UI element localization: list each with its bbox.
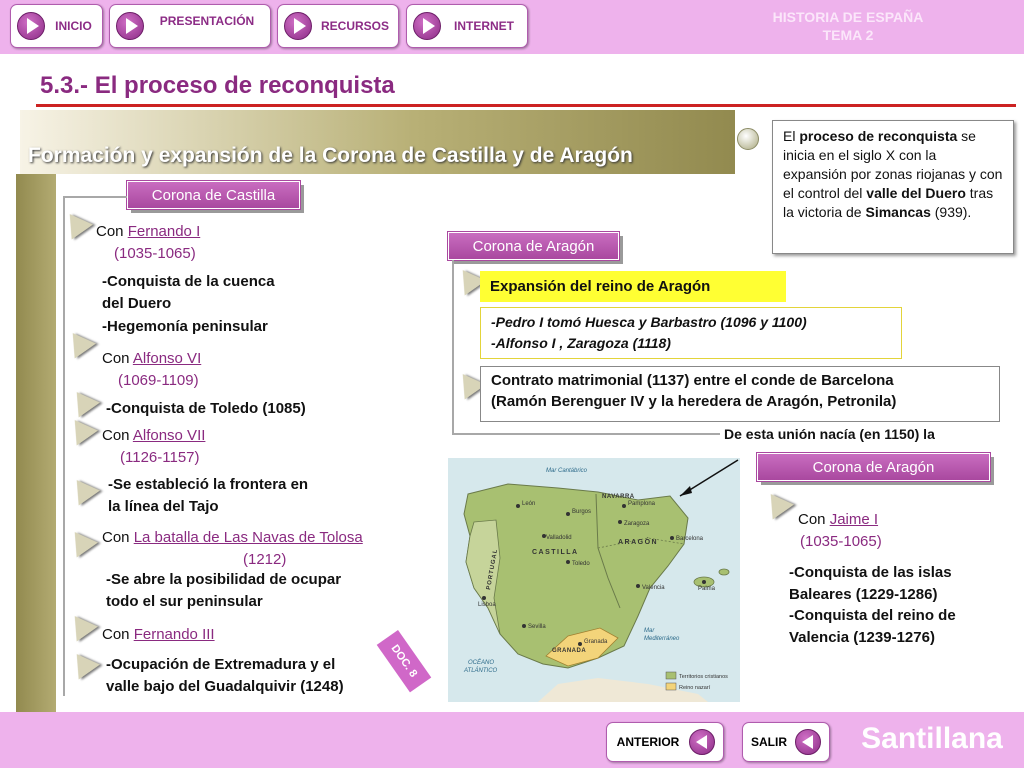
side-bar <box>16 174 56 714</box>
svg-text:Granada: Granada <box>584 639 608 645</box>
svg-text:Reino nazarí: Reino nazarí <box>679 685 711 691</box>
union-text: De esta unión nacía (en 1150) la <box>724 426 935 442</box>
castilla-item-1-heading <box>96 221 200 242</box>
king-link-navas-tolosa[interactable]: La batalla de Las Navas de Tolosa <box>133 529 363 546</box>
doc-label[interactable]: DOC. 8 <box>377 630 432 692</box>
triangle-marker-icon <box>66 473 100 506</box>
banner-text: Formación y expansión de la Corona de Castilla y de Aragón <box>28 144 633 167</box>
back-arrow-icon <box>795 729 821 755</box>
svg-text:CASTILLA: CASTILLA <box>532 549 579 556</box>
info-bullet-icon[interactable] <box>737 128 759 150</box>
triangle-marker-icon <box>760 487 794 520</box>
triangle-marker-icon <box>64 413 98 446</box>
svg-text:Lisboa: Lisboa <box>478 602 496 608</box>
nav-inicio-label: INICIO <box>55 19 92 33</box>
play-icon <box>17 12 45 40</box>
king-link-alfonso-vii[interactable]: Alfonso VII <box>132 427 206 444</box>
historical-map[interactable] <box>448 458 740 702</box>
castilla-item-3-line: -Se estableció la frontera en <box>108 476 309 493</box>
info-bold: proceso de reconquista <box>799 128 958 144</box>
svg-text:ARAGÓN: ARAGÓN <box>618 539 659 546</box>
course-title <box>728 8 968 44</box>
castilla-item-1-line: -Conquista de la cuenca <box>102 273 275 290</box>
castilla-item-2-dates: (1069-1109) <box>118 372 199 389</box>
play-icon <box>116 12 144 40</box>
aragon-vertical-line <box>452 260 454 435</box>
svg-text:PORTUGAL: PORTUGAL <box>486 548 500 591</box>
info-bold: valle del Duero <box>866 185 966 201</box>
page-title: 5.3.- El proceso de reconquista <box>40 72 395 99</box>
nav-internet-label: INTERNET <box>454 19 514 33</box>
info-text: tras la victoria de <box>783 185 994 220</box>
jaime-line: Valencia (1239-1276) <box>789 629 935 646</box>
castilla-item-5-heading <box>102 624 215 645</box>
marriage-box <box>480 366 1000 422</box>
title-divider <box>36 104 1016 107</box>
king-link-jaime-i[interactable]: Jaime I <box>829 511 879 528</box>
con-label: Con <box>96 223 128 240</box>
info-bold: Simancas <box>865 204 931 220</box>
nav-recursos-button[interactable] <box>277 4 399 48</box>
nav-recursos-label: RECURSOS <box>320 19 389 33</box>
svg-text:Pamplona: Pamplona <box>628 501 656 507</box>
svg-text:OCÉANO: OCÉANO <box>468 660 495 666</box>
jaime-heading <box>798 509 878 530</box>
course-line-1: HISTORIA DE ESPAÑA <box>772 9 924 25</box>
info-text: El <box>783 128 800 144</box>
brand-logo: Santillana <box>861 722 1003 755</box>
castilla-item-3-line: la línea del Tajo <box>108 498 219 515</box>
king-link-fernando-iii[interactable]: Fernando III <box>133 626 215 643</box>
play-icon <box>413 12 441 40</box>
svg-text:Barcelona: Barcelona <box>676 536 704 542</box>
back-arrow-icon <box>689 729 715 755</box>
jaime-dates: (1035-1065) <box>800 533 882 550</box>
castilla-item-5-line: valle bajo del Guadalquivir (1248) <box>106 678 344 695</box>
con-label: Con <box>102 626 134 643</box>
castilla-item-5-line: -Ocupación de Extremadura y el <box>106 656 336 673</box>
anterior-button[interactable] <box>606 722 724 762</box>
castilla-item-1-line: del Duero <box>102 295 172 312</box>
triangle-marker-icon <box>64 609 98 642</box>
svg-text:Sevilla: Sevilla <box>528 624 546 630</box>
anterior-label: ANTERIOR <box>616 735 680 749</box>
triangle-marker-icon <box>66 647 100 680</box>
svg-text:GRANADA: GRANADA <box>552 648 587 654</box>
svg-text:Valencia: Valencia <box>642 585 665 591</box>
castilla-item-1-dates: (1035-1065) <box>114 245 196 262</box>
nav-presentacion-label: PRESENTACIÓN <box>159 14 255 28</box>
aragon-tag-2[interactable]: Corona de Aragón <box>757 453 990 481</box>
svg-text:Toledo: Toledo <box>572 561 590 567</box>
marriage-line: Contrato matrimonial (1137) entre el conde de Barcelona <box>491 372 894 389</box>
king-link-alfonso-vi[interactable]: Alfonso VI <box>132 350 202 367</box>
con-label: Con <box>102 427 133 444</box>
svg-text:Palma: Palma <box>698 586 716 592</box>
castilla-item-2-heading <box>102 348 201 369</box>
map-image <box>448 458 740 702</box>
king-link-fernando-i[interactable]: Fernando I <box>127 223 201 240</box>
con-label: Con <box>798 511 830 528</box>
jaime-line: Baleares (1229-1286) <box>789 586 938 603</box>
con-label: Con <box>102 529 134 546</box>
castilla-vertical-line <box>63 196 65 696</box>
section-banner <box>20 110 735 174</box>
info-text: (939). <box>930 204 972 220</box>
nav-inicio-button[interactable] <box>10 4 103 48</box>
castilla-item-4-heading <box>102 527 363 548</box>
svg-text:León: León <box>522 501 536 507</box>
svg-text:Burgos: Burgos <box>572 509 592 515</box>
salir-button[interactable] <box>742 722 830 762</box>
castilla-item-4-dates: (1212) <box>243 551 287 568</box>
svg-text:Zaragoza: Zaragoza <box>624 521 650 527</box>
course-line-2: TEMA 2 <box>822 27 874 43</box>
nav-presentacion-button[interactable] <box>109 4 271 48</box>
conquest-line: -Alfonso I , Zaragoza (1118) <box>491 335 671 351</box>
jaime-line: -Conquista de las islas <box>789 564 952 581</box>
expansion-heading: Expansión del reino de Aragón <box>480 271 786 302</box>
jaime-line: -Conquista del reino de <box>789 607 956 624</box>
triangle-marker-icon <box>62 326 96 359</box>
svg-text:Mediterráneo: Mediterráneo <box>644 636 680 642</box>
info-box <box>772 120 1014 254</box>
play-icon <box>284 12 312 40</box>
svg-text:Mar: Mar <box>644 628 655 634</box>
salir-label: SALIR <box>751 735 787 749</box>
castilla-item-4-line: -Se abre la posibilidad de ocupar <box>106 571 342 588</box>
svg-text:NAVARRA: NAVARRA <box>602 494 635 500</box>
aragon-conquests-box <box>480 307 902 359</box>
connector-line <box>63 196 127 198</box>
castilla-item-4-line: todo el sur peninsular <box>106 593 263 610</box>
con-label: Con <box>102 350 133 367</box>
castilla-item-2-line: -Conquista de Toledo (1085) <box>106 400 306 417</box>
svg-text:Valladolid: Valladolid <box>546 535 572 541</box>
marriage-line: (Ramón Berenguer IV y la heredera de Aragón, Petronila) <box>491 393 897 410</box>
svg-text:ATLÁNTICO: ATLÁNTICO <box>464 668 498 674</box>
castilla-item-3-heading <box>102 425 205 446</box>
castilla-tag[interactable]: Corona de Castilla <box>127 181 300 209</box>
nav-internet-button[interactable] <box>406 4 528 48</box>
triangle-marker-icon <box>64 525 98 558</box>
castilla-item-1-line: -Hegemonía peninsular <box>102 318 268 335</box>
svg-text:Mar Cantábrico: Mar Cantábrico <box>546 468 588 474</box>
svg-text:Territorios cristianos: Territorios cristianos <box>679 674 728 680</box>
aragon-bottom-line <box>452 433 720 435</box>
aragon-tag[interactable]: Corona de Aragón <box>448 232 619 260</box>
castilla-item-3-dates: (1126-1157) <box>120 449 200 466</box>
info-text: se inicia en el siglo X con la expansión por zonas riojanas y con el control del <box>783 128 1003 201</box>
conquest-line: -Pedro I tomó Huesca y Barbastro (1096 y 1100) <box>491 314 807 330</box>
